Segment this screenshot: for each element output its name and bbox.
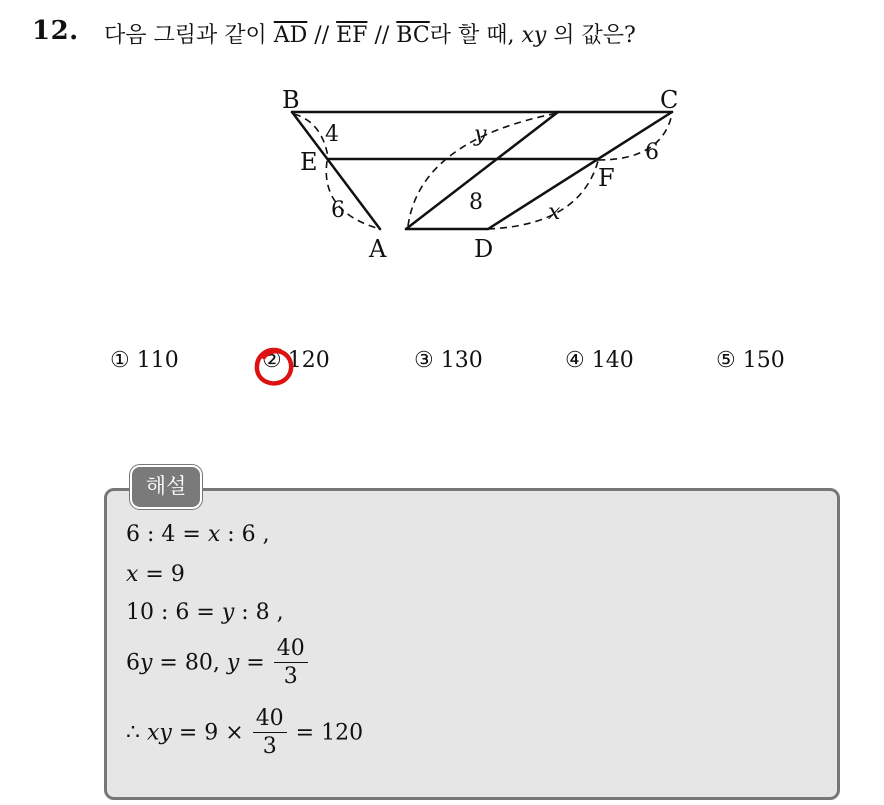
- segment-ad: $\overline{AD}$: [273, 23, 308, 48]
- choice-marker: ③: [414, 348, 434, 373]
- question-number: 12.: [32, 16, 79, 46]
- solution-line-4: [126, 636, 310, 691]
- choice-3[interactable]: [414, 348, 483, 373]
- question-variable: xy: [521, 23, 547, 48]
- label-point-b: B: [282, 86, 300, 114]
- choice-1[interactable]: [110, 348, 179, 373]
- geometry-figure: [0, 0, 884, 300]
- length-y: y: [474, 122, 487, 147]
- solution-line-1: [126, 522, 270, 547]
- label-point-c: C: [660, 86, 679, 114]
- choice-marker: ⑤: [716, 348, 736, 373]
- solution-variable: xy: [147, 720, 172, 746]
- choice-marker: ④: [565, 348, 585, 373]
- solution-text: = 120: [288, 720, 364, 746]
- label-point-d: D: [474, 235, 494, 263]
- fraction: [253, 706, 287, 761]
- therefore-symbol: ∴: [126, 720, 147, 746]
- solution-tag: 해설: [130, 465, 202, 509]
- solution-text: : 8 ,: [234, 600, 284, 625]
- choice-value: 130: [440, 348, 483, 373]
- choice-value: 150: [742, 348, 785, 373]
- choice-marker: ②: [262, 348, 282, 373]
- solution-text: 6 : 4 =: [126, 522, 208, 547]
- parallel-sign: //: [314, 23, 330, 48]
- choice-4[interactable]: [565, 348, 634, 373]
- fraction-numerator: 40: [253, 706, 287, 733]
- fraction-denominator: 3: [283, 664, 298, 689]
- choice-value: 140: [591, 348, 634, 373]
- label-point-e: E: [300, 148, 318, 176]
- segment-ef: $\overline{EF}$: [336, 23, 368, 48]
- solution-text: 10 : 6 =: [126, 600, 222, 625]
- solution-text: = 9 ×: [171, 720, 251, 746]
- solution-line-2: [126, 562, 185, 587]
- question-prefix: 다음 그림과 같이: [104, 23, 267, 48]
- parallel-sign: //: [374, 23, 390, 48]
- choice-5[interactable]: [716, 348, 785, 373]
- solution-variable: x: [207, 522, 221, 547]
- solution-text: 6: [126, 650, 140, 676]
- choice-value: 120: [287, 348, 330, 373]
- solution-text: = 9: [138, 562, 185, 587]
- solution-variable: y: [221, 600, 235, 625]
- length-ea: 6: [331, 198, 345, 223]
- label-point-a: A: [369, 235, 387, 263]
- label-point-f: F: [598, 164, 615, 192]
- fraction-numerator: 40: [274, 636, 308, 663]
- fraction-denominator: 3: [262, 734, 277, 759]
- length-mid: 8: [469, 190, 483, 215]
- choice-value: 110: [136, 348, 179, 373]
- question-suffix-a: 라 할 때,: [429, 23, 515, 48]
- solution-variable: x: [126, 562, 139, 587]
- side-dc-line: [488, 112, 672, 229]
- segment-bc: $\overline{BC}$: [396, 23, 430, 48]
- solution-line-5: [126, 706, 363, 761]
- length-x: x: [548, 200, 561, 225]
- length-be: 4: [325, 122, 339, 147]
- solution-variable: y: [140, 650, 153, 676]
- fraction: [274, 636, 308, 691]
- solution-line-3: [126, 600, 284, 625]
- solution-variable: y: [226, 650, 240, 676]
- answer-choices: [0, 348, 884, 388]
- question-suffix-b: 의 값은?: [553, 23, 636, 48]
- solution-text: =: [239, 650, 272, 676]
- choice-marker: ①: [110, 348, 130, 373]
- answer-circle-mark: [250, 343, 298, 391]
- length-fc: 6: [645, 140, 659, 165]
- solution-text: = 80,: [152, 650, 227, 676]
- solution-text: : 6 ,: [220, 522, 270, 547]
